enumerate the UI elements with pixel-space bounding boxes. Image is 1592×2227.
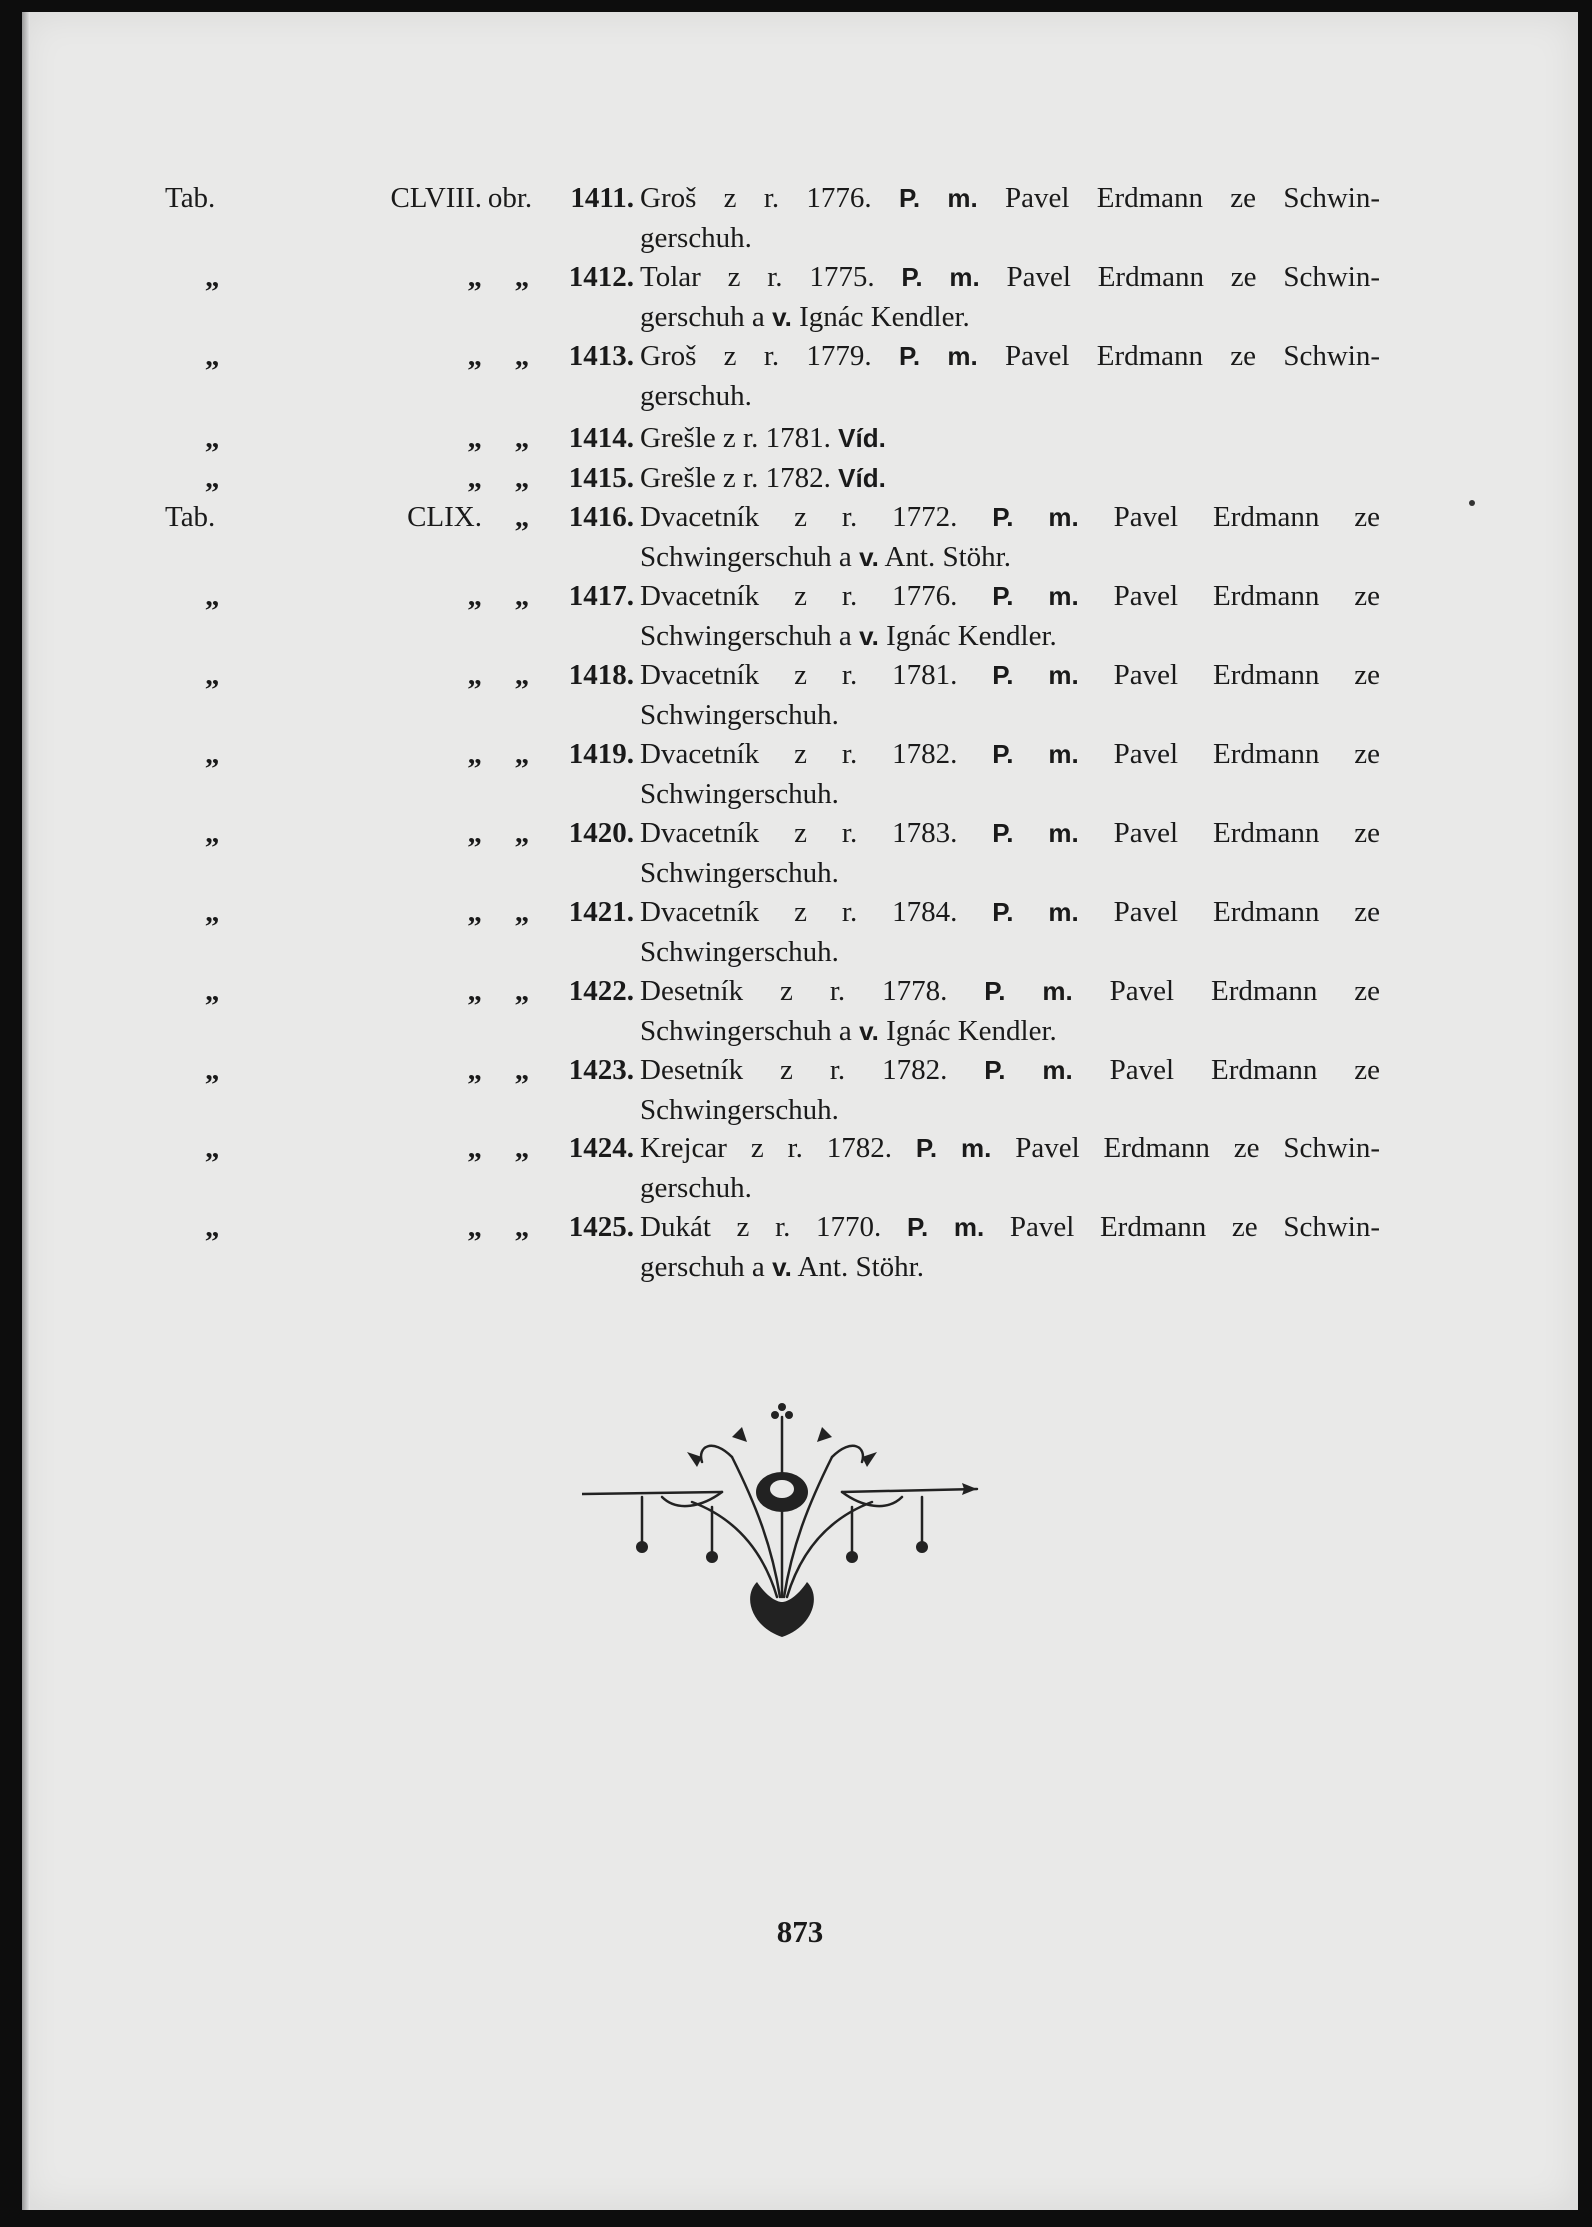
entry-number: 1419. xyxy=(568,738,634,770)
entry-plate-number: CLVIII. xyxy=(390,182,482,214)
entry-plate-number: „ xyxy=(467,659,482,691)
entry-description xyxy=(640,178,1380,258)
entry-description-line: Groš z r. 1776. P. m. Pavel Erdmann ze Schwin- xyxy=(640,182,1380,214)
entry-description xyxy=(640,1050,1380,1130)
entry-figure-label: „ xyxy=(514,340,530,372)
entry-number: 1418. xyxy=(568,659,634,691)
entry-figure-label: „ xyxy=(514,817,530,849)
entry-description xyxy=(640,497,1380,577)
entry-plate-number: „ xyxy=(467,261,482,293)
entry-number: 1424. xyxy=(568,1132,634,1164)
entry-figure-label: „ xyxy=(514,738,530,770)
entry-description-line: Schwingerschuh. xyxy=(640,1094,839,1126)
entry-number: 1412. xyxy=(568,261,634,293)
entry-plate-label: „ xyxy=(205,261,220,293)
entry-number: 1422. xyxy=(568,975,634,1007)
entry-description-line: gerschuh. xyxy=(640,222,752,254)
entry-plate-label: „ xyxy=(205,340,220,372)
entry-figure-label: „ xyxy=(514,1054,530,1086)
entry-description xyxy=(640,418,1380,458)
entry-plate-label: Tab. xyxy=(165,182,216,214)
entry-plate-number: „ xyxy=(467,1211,482,1243)
entry-plate-number: „ xyxy=(467,422,482,454)
entry-figure-label: „ xyxy=(514,896,530,928)
entry-figure-label: „ xyxy=(514,1211,530,1243)
entry-description-line: Grešle z r. 1782. Víd. xyxy=(640,462,886,494)
entry-plate-number: „ xyxy=(467,975,482,1007)
entry-number: 1417. xyxy=(568,580,634,612)
entry-description-line: Dvacetník z r. 1782. P. m. Pavel Erdmann ze xyxy=(640,738,1380,770)
entry-description-line: Schwingerschuh. xyxy=(640,699,839,731)
entry-plate-label: „ xyxy=(205,580,220,612)
entry-plate-number: „ xyxy=(467,340,482,372)
page-number: 873 xyxy=(776,1914,824,1949)
entry-plate-number: „ xyxy=(467,462,482,494)
entry-description-line: Grešle z r. 1781. Víd. xyxy=(640,422,886,454)
entry-number: 1414. xyxy=(568,422,634,454)
entry-number: 1421. xyxy=(568,896,634,928)
entry-number: 1420. xyxy=(568,817,634,849)
entry-description-line: Dvacetník z r. 1776. P. m. Pavel Erdmann ze xyxy=(640,580,1380,612)
page-edge-shadow xyxy=(22,12,30,2210)
entry-plate-label: „ xyxy=(205,462,220,494)
entry-description-line: Schwingerschuh a v. Ignác Kendler. xyxy=(640,1015,1057,1047)
entry-number: 1413. xyxy=(568,340,634,372)
entry-figure-label: „ xyxy=(514,659,530,691)
entry-plate-label: „ xyxy=(205,817,220,849)
entry-number: 1423. xyxy=(568,1054,634,1086)
entry-plate-label: „ xyxy=(205,975,220,1007)
entry-description-line: Schwingerschuh a v. Ant. Stöhr. xyxy=(640,541,1011,573)
entry-description xyxy=(640,576,1380,656)
entry-description-line: Schwingerschuh. xyxy=(640,857,839,889)
entry-plate-label: „ xyxy=(205,738,220,770)
entry-plate-number: „ xyxy=(467,896,482,928)
entry-description-line: Krejcar z r. 1782. P. m. Pavel Erdmann ze Schwin- xyxy=(640,1132,1380,1164)
entry-figure-label: „ xyxy=(514,261,530,293)
entry-plate-number: „ xyxy=(467,580,482,612)
entry-description-line: gerschuh a v. Ignác Kendler. xyxy=(640,301,970,333)
entry-description-line: gerschuh a v. Ant. Stöhr. xyxy=(640,1251,924,1283)
entry-description-line: gerschuh. xyxy=(640,380,752,412)
entry-plate-label: „ xyxy=(205,1211,220,1243)
entry-description xyxy=(640,971,1380,1051)
entry-description xyxy=(640,892,1380,972)
entry-description-line: Schwingerschuh. xyxy=(640,936,839,968)
entry-plate-label: „ xyxy=(205,422,220,454)
entry-description xyxy=(640,1207,1380,1287)
entry-figure-label: obr. xyxy=(487,182,533,214)
entry-description-line: Dvacetník z r. 1783. P. m. Pavel Erdmann ze xyxy=(640,817,1380,849)
entry-description-line: Schwingerschuh a v. Ignác Kendler. xyxy=(640,620,1057,652)
entry-number: 1416. xyxy=(568,501,634,533)
floral-ornament xyxy=(582,1397,982,1647)
entry-figure-label: „ xyxy=(514,462,530,494)
entry-plate-number: CLIX. xyxy=(407,501,482,533)
entry-description-line: Dvacetník z r. 1772. P. m. Pavel Erdmann ze xyxy=(640,501,1380,533)
entry-description xyxy=(640,257,1380,337)
entry-plate-number: „ xyxy=(467,817,482,849)
entry-plate-number: „ xyxy=(467,1132,482,1164)
entry-description-line: gerschuh. xyxy=(640,1172,752,1204)
entry-description-line: Desetník z r. 1782. P. m. Pavel Erdmann ze xyxy=(640,1054,1380,1086)
entry-description xyxy=(640,336,1380,416)
entry-description xyxy=(640,458,1380,498)
entry-description xyxy=(640,1128,1380,1208)
entry-plate-label: Tab. xyxy=(165,501,216,533)
entry-description-line: Schwingerschuh. xyxy=(640,778,839,810)
entry-description-line: Dukát z r. 1770. P. m. Pavel Erdmann ze Schwin- xyxy=(640,1211,1380,1243)
page xyxy=(22,12,1578,2210)
entry-plate-label: „ xyxy=(205,1132,220,1164)
entry-description xyxy=(640,655,1380,735)
stray-dot xyxy=(1469,500,1475,506)
entry-description-line: Tolar z r. 1775. P. m. Pavel Erdmann ze Schwin- xyxy=(640,261,1380,293)
entry-description-line: Dvacetník z r. 1781. P. m. Pavel Erdmann ze xyxy=(640,659,1380,691)
entry-plate-number: „ xyxy=(467,1054,482,1086)
entry-number: 1411. xyxy=(570,182,634,214)
entry-description-line: Desetník z r. 1778. P. m. Pavel Erdmann ze xyxy=(640,975,1380,1007)
entry-description-line: Dvacetník z r. 1784. P. m. Pavel Erdmann ze xyxy=(640,896,1380,928)
entry-plate-number: „ xyxy=(467,738,482,770)
entry-plate-label: „ xyxy=(205,896,220,928)
entry-number: 1415. xyxy=(568,462,634,494)
entry-figure-label: „ xyxy=(514,1132,530,1164)
entry-figure-label: „ xyxy=(514,975,530,1007)
entry-description xyxy=(640,813,1380,893)
entry-description-line: Groš z r. 1779. P. m. Pavel Erdmann ze Schwin- xyxy=(640,340,1380,372)
entry-plate-label: „ xyxy=(205,1054,220,1086)
entry-plate-label: „ xyxy=(205,659,220,691)
entry-figure-label: „ xyxy=(514,422,530,454)
entry-number: 1425. xyxy=(568,1211,634,1243)
entry-figure-label: „ xyxy=(514,580,530,612)
entry-figure-label: „ xyxy=(514,501,530,533)
entry-description xyxy=(640,734,1380,814)
